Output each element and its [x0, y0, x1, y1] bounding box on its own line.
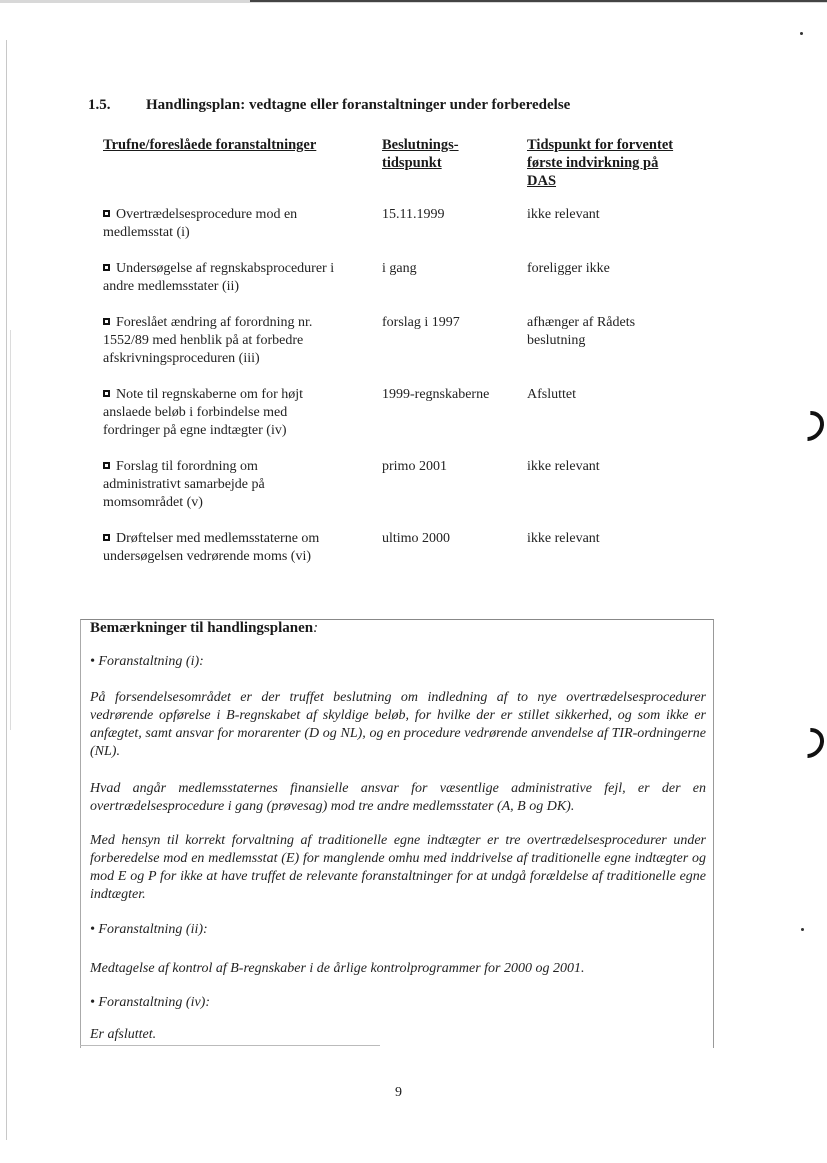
- measure-iv-label: • Foranstaltning (iv):: [90, 995, 210, 1010]
- header-line: DAS: [527, 173, 557, 189]
- header-line: tidspunkt: [382, 155, 442, 171]
- scan-speck: [801, 928, 804, 931]
- measure-line: Undersøgelse af regnskabsprocedurer i: [116, 261, 335, 276]
- note-paragraph: Medtagelse af kontrol af B-regnskaber i de årlige kontrolprogrammer for 2000 og 2001.: [90, 961, 585, 976]
- table-row-impact: [527, 314, 635, 350]
- scan-top-edge-dark: [250, 0, 827, 2]
- column-header-impact: [527, 136, 673, 190]
- table-row-measure: [103, 314, 373, 368]
- header-line: Beslutnings-: [382, 137, 459, 153]
- scan-left-edge-faint: [10, 330, 11, 730]
- measure-line: fordringer på egne indtægter (iv): [103, 423, 287, 438]
- measure-line: 1552/89 med henblik på at forbedre: [103, 333, 304, 348]
- notes-title-text: Bemærkninger til handlingsplanen: [90, 620, 314, 636]
- binder-hole-mark: [788, 722, 827, 764]
- impact-line: beslutning: [527, 333, 586, 348]
- table-row-measure: [103, 206, 373, 242]
- measure-line: medlemsstat (i): [103, 225, 190, 240]
- impact-line: foreligger ikke: [527, 261, 610, 276]
- notes-box-bottom-rule: [80, 1045, 380, 1046]
- measure-line: Note til regnskaberne om for højt: [116, 387, 304, 402]
- measure-line: anslaede beløb i forbindelse med: [103, 405, 288, 420]
- note-paragraph: På forsendelsesområdet er der truffet beslutning om indledning af to nye overtrædelsesprocedurer vedrørende opførelse i B-regnskabet af skyldige beløb, for hvilke der er stillet sikkerhed, og som ikke er anfægtet, samt ansvar for morarenter (D og NL), og en procedure vedrørende anvendelse af TIR-ordningerne (NL).: [90, 690, 706, 759]
- measure-line: momsområdet (v): [103, 495, 203, 510]
- scan-speck: [800, 32, 803, 35]
- note-paragraph: Med hensyn til korrekt forvaltning af traditionelle egne indtægter er tre overtrædelsesprocedurer under forberedelse mod en medlemsstat (E) for manglende omhu med inddrivelse af traditionelle egne indtægter og mod E og P for ikke at have truffet de relevante foranstaltninger for at undgå forældelse af traditionelle egne indtægter.: [90, 833, 706, 902]
- table-row-decision: 15.11.1999: [382, 207, 445, 222]
- measure-line: afskrivningsproceduren (iii): [103, 351, 260, 366]
- measure-ii-label: • Foranstaltning (ii):: [90, 922, 208, 937]
- impact-line: Afsluttet: [527, 387, 576, 402]
- table-row-impact: [527, 206, 600, 224]
- header-line: Tidspunkt for forventet: [527, 137, 674, 153]
- table-row-impact: [527, 386, 576, 404]
- table-row-measure: [103, 530, 378, 566]
- checkbox-bullet-icon: [103, 534, 110, 541]
- checkbox-bullet-icon: [103, 318, 110, 325]
- table-row-decision: ultimo 2000: [382, 531, 451, 546]
- impact-line: ikke relevant: [527, 207, 600, 222]
- measure-line: Drøftelser med medlemsstaterne om: [116, 531, 320, 546]
- checkbox-bullet-icon: [103, 462, 110, 469]
- impact-line: afhænger af Rådets: [527, 315, 636, 330]
- note-paragraph: Er afsluttet.: [90, 1027, 157, 1042]
- table-row-measure: [103, 458, 373, 512]
- table-row-decision: forslag i 1997: [382, 315, 460, 330]
- note-paragraph: Hvad angår medlemsstaternes finansielle ansvar for væsentlige administrative fejl, er der en overtrædelsesprocedure i gang (prøvesag) mod tre andre medlemsstater (A, B og DK).: [90, 781, 706, 814]
- header-line: første indvirkning på: [527, 155, 659, 171]
- table-row-decision: primo 2001: [382, 459, 447, 474]
- measure-i-label: • Foranstaltning (i):: [90, 654, 204, 669]
- page-number: 9: [395, 1085, 402, 1100]
- table-row-decision: i gang: [382, 261, 417, 276]
- table-row-impact: [527, 458, 600, 476]
- section-number: 1.5.: [88, 97, 111, 113]
- table-row-impact: [527, 260, 610, 278]
- checkbox-bullet-icon: [103, 264, 110, 271]
- table-row-measure: [103, 260, 383, 296]
- impact-line: ikke relevant: [527, 531, 600, 546]
- checkbox-bullet-icon: [103, 390, 110, 397]
- header-line: Trufne/foreslåede foranstaltninger: [103, 137, 317, 153]
- table-row-impact: [527, 530, 600, 548]
- notes-title: [90, 620, 318, 637]
- measure-line: Overtrædelsesprocedure mod en: [116, 207, 298, 222]
- table-row-decision: 1999-regnskaberne: [382, 387, 490, 402]
- scan-left-edge: [6, 40, 7, 1140]
- checkbox-bullet-icon: [103, 210, 110, 217]
- column-header-decision: [382, 136, 459, 172]
- binder-hole-mark: [788, 405, 827, 447]
- impact-line: ikke relevant: [527, 459, 600, 474]
- notes-title-colon: :: [313, 620, 319, 636]
- measure-line: Foreslået ændring af forordning nr.: [116, 315, 313, 330]
- section-heading: [88, 97, 728, 114]
- measure-line: andre medlemsstater (ii): [103, 279, 240, 294]
- section-title: Handlingsplan: vedtagne eller foranstaltninger under forberedelse: [146, 97, 571, 113]
- column-header-measures: [103, 136, 316, 154]
- measure-line: undersøgelsen vedrørende moms (vi): [103, 549, 311, 564]
- measure-line: administrativt samarbejde på: [103, 477, 265, 492]
- table-row-measure: [103, 386, 373, 440]
- measure-line: Forslag til forordning om: [116, 459, 258, 474]
